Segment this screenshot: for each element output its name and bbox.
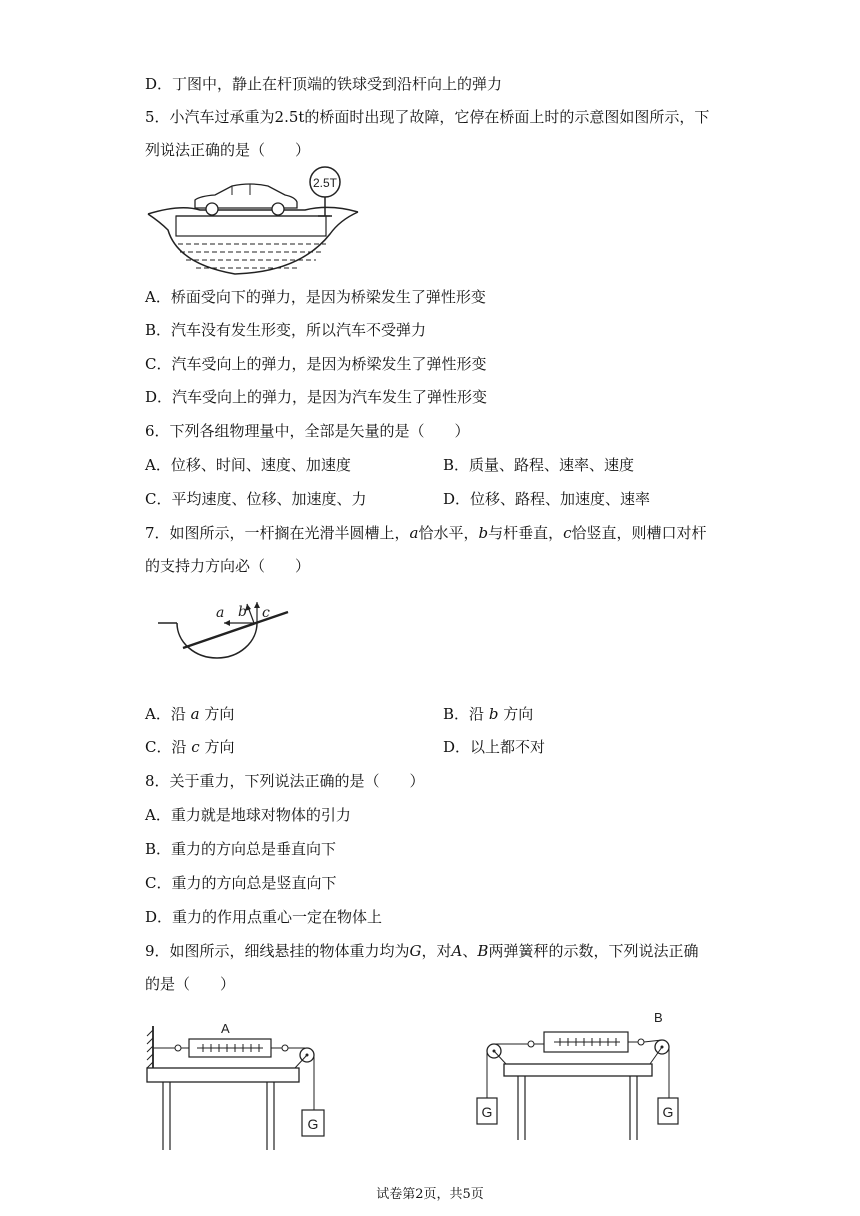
q7-option-d: D．以上都不对 bbox=[443, 738, 546, 756]
q5-stem-line1: 5．小汽车过承重为2.5t的桥面时出现了故障，它停在桥面上时的示意图如图所示，下 bbox=[145, 108, 710, 126]
weight-left-label: G bbox=[481, 1104, 493, 1120]
q8-option-c: C．重力的方向总是竖直向下 bbox=[145, 874, 337, 892]
q8-option-b: B．重力的方向总是垂直向下 bbox=[145, 840, 337, 858]
q5-stem-line2: 列说法正确的是（ ） bbox=[145, 141, 311, 159]
table-top-b bbox=[504, 1064, 652, 1076]
label-a: a bbox=[216, 605, 225, 621]
q7-stem-line1: 7．如图所示，一杆搁在光滑半圆槽上，a恰水平，b与杆垂直，c恰竖直，则槽口对杆 bbox=[145, 524, 707, 542]
q5-bridge-figure bbox=[140, 164, 365, 282]
label-scale-a: A bbox=[221, 1021, 230, 1036]
q5-option-b: B．汽车没有发生形变，所以汽车不受弹力 bbox=[145, 321, 427, 339]
q8-stem: 8．关于重力，下列说法正确的是（ ） bbox=[145, 772, 425, 790]
table-top bbox=[147, 1068, 299, 1082]
q5-option-c: C．汽车受向上的弹力，是因为桥梁发生了弹性形变 bbox=[145, 355, 487, 373]
label-c: c bbox=[262, 605, 270, 621]
weight-label: G bbox=[307, 1116, 319, 1132]
q8-option-a: A．重力就是地球对物体的引力 bbox=[145, 806, 351, 824]
q4-option-d: D．丁图中，静止在杆顶端的铁球受到沿杆向上的弹力 bbox=[145, 75, 503, 93]
label-b: b bbox=[238, 604, 247, 620]
q6-option-d: D．位移、路程、加速度、速率 bbox=[443, 490, 651, 508]
q5-option-d: D．汽车受向上的弹力，是因为汽车发生了弹性形变 bbox=[145, 388, 488, 406]
q7-groove-figure bbox=[150, 596, 300, 666]
q7-option-a: A．沿 a 方向 bbox=[145, 705, 235, 723]
q7-stem-line2: 的支持力方向必（ ） bbox=[145, 557, 311, 575]
q9-stem-line1: 9．如图所示，细线悬挂的物体重力均为G，对A、B两弹簧秤的示数，下列说法正确 bbox=[145, 942, 699, 960]
q7-option-c: C．沿 c 方向 bbox=[145, 738, 235, 756]
q6-option-b: B．质量、路程、速率、速度 bbox=[443, 456, 635, 474]
q6-stem: 6．下列各组物理量中，全部是矢量的是（ ） bbox=[145, 422, 470, 440]
q9-figure-b bbox=[474, 1006, 684, 1146]
q5-option-a: A．桥面受向下的弹力，是因为桥梁发生了弹性形变 bbox=[145, 288, 486, 306]
q7-option-b: B．沿 b 方向 bbox=[443, 705, 534, 723]
q8-option-d: D．重力的作用点重心一定在物体上 bbox=[145, 908, 383, 926]
page-footer: 试卷第2页，共5页 bbox=[376, 1187, 484, 1202]
q9-figure-a bbox=[145, 1018, 335, 1153]
load-limit-sign-label: 2.5T bbox=[312, 176, 338, 190]
weight-right-label: G bbox=[662, 1104, 674, 1120]
q6-option-a: A．位移、时间、速度、加速度 bbox=[145, 456, 351, 474]
q6-option-c: C．平均速度、位移、加速度、力 bbox=[145, 490, 367, 508]
rod bbox=[183, 612, 288, 648]
label-scale-b: B bbox=[654, 1010, 663, 1025]
q9-stem-line2: 的是（ ） bbox=[145, 975, 236, 993]
